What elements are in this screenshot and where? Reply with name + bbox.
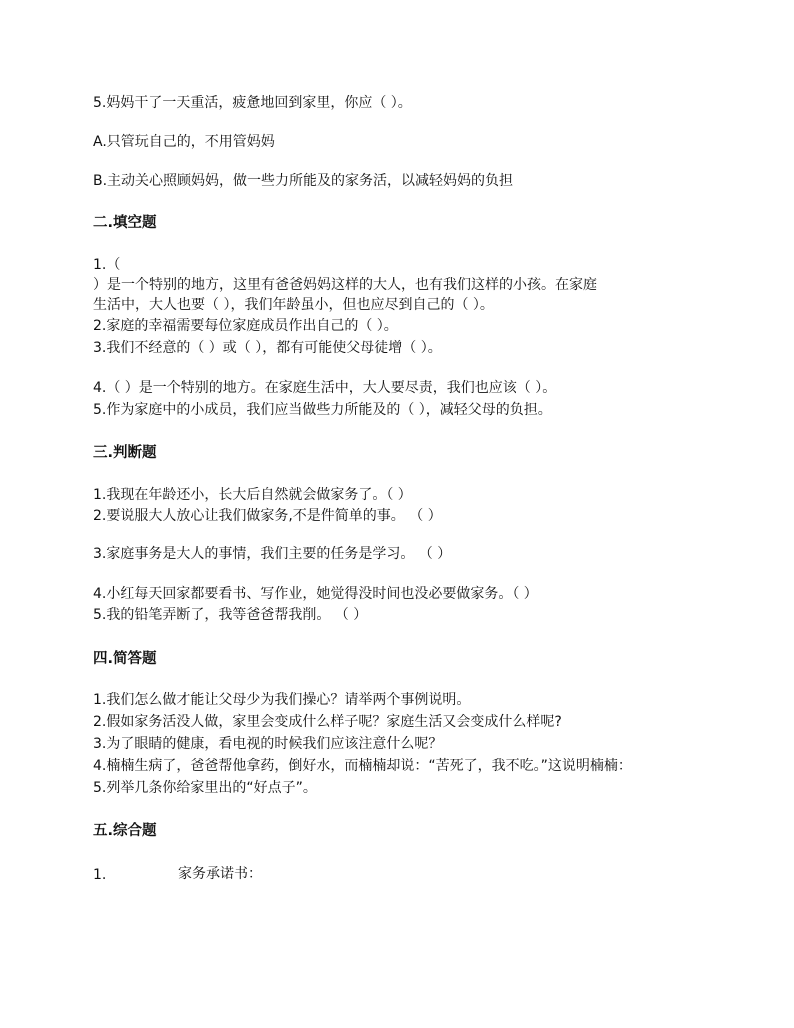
short-q3: 3.为了眼睛的健康，看电视的时候我们应该注意什么呢？ bbox=[93, 736, 443, 752]
fill-q1-line2: ）是一个特别的地方，这里有爸爸妈妈这样的大人，也有我们这样的小孩。在家庭 bbox=[93, 277, 597, 293]
comprehensive-q1-number: 1. bbox=[93, 867, 107, 883]
short-q5: 5.列举几条你给家里出的“好点子”。 bbox=[93, 780, 317, 796]
fill-q5: 5.作为家庭中的小成员，我们应当做些力所能及的（ ），减轻父母的负担。 bbox=[93, 402, 552, 418]
judge-q5: 5.我的铅笔弄断了，我等爸爸帮我削。 （ ） bbox=[93, 607, 368, 623]
housework-pledge-label: 家务承诺书： bbox=[178, 866, 262, 882]
judge-q4: 4.小红每天回家都要看书、写作业，她觉得没时间也没必要做家务。（ ） bbox=[93, 586, 538, 602]
short-q4: 4.楠楠生病了，爸爸帮他拿药，倒好水，而楠楠却说：“苦死了，我不吃。”这说明楠楠： bbox=[93, 758, 632, 774]
short-q1: 1.我们怎么做才能让父母少为我们操心？请举两个事例说明。 bbox=[93, 692, 471, 708]
section-heading-fill-in: 二.填空题 bbox=[93, 215, 157, 231]
section-heading-comprehensive: 五.综合题 bbox=[93, 823, 157, 839]
option-b: B.主动关心照顾妈妈，做一些力所能及的家务活，以减轻妈妈的负担 bbox=[93, 173, 514, 189]
fill-q2: 2.家庭的幸福需要每位家庭成员作出自己的（ ）。 bbox=[93, 318, 398, 334]
judge-q3: 3.家庭事务是大人的事情，我们主要的任务是学习。 （ ） bbox=[93, 546, 452, 562]
judge-q1: 1.我现在年龄还小，长大后自然就会做家务了。（ ） bbox=[93, 487, 412, 503]
fill-q1-number: 1.（ bbox=[93, 257, 121, 273]
question-choice-5: 5.妈妈干了一天重活，疲惫地回到家里，你应（ ）。 bbox=[93, 95, 412, 111]
option-a: A.只管玩自己的，不用管妈妈 bbox=[93, 134, 275, 150]
judge-q2: 2.要说服大人放心让我们做家务,不是件简单的事。 （ ） bbox=[93, 508, 442, 524]
fill-q4: 4.（ ）是一个特别的地方。在家庭生活中，大人要尽责，我们也应该（ ）。 bbox=[93, 380, 557, 396]
fill-q3: 3.我们不经意的（ ）或（ ），都有可能使父母徒增（ ）。 bbox=[93, 340, 442, 356]
fill-q1-line3: 生活中，大人也要（ ），我们年龄虽小，但也应尽到自己的（ ）。 bbox=[93, 297, 494, 313]
short-q2: 2.假如家务活没人做，家里会变成什么样子呢？家庭生活又会变成什么样呢? bbox=[93, 714, 562, 730]
section-heading-short-answer: 四.简答题 bbox=[93, 651, 157, 667]
section-heading-true-false: 三.判断题 bbox=[93, 445, 157, 461]
